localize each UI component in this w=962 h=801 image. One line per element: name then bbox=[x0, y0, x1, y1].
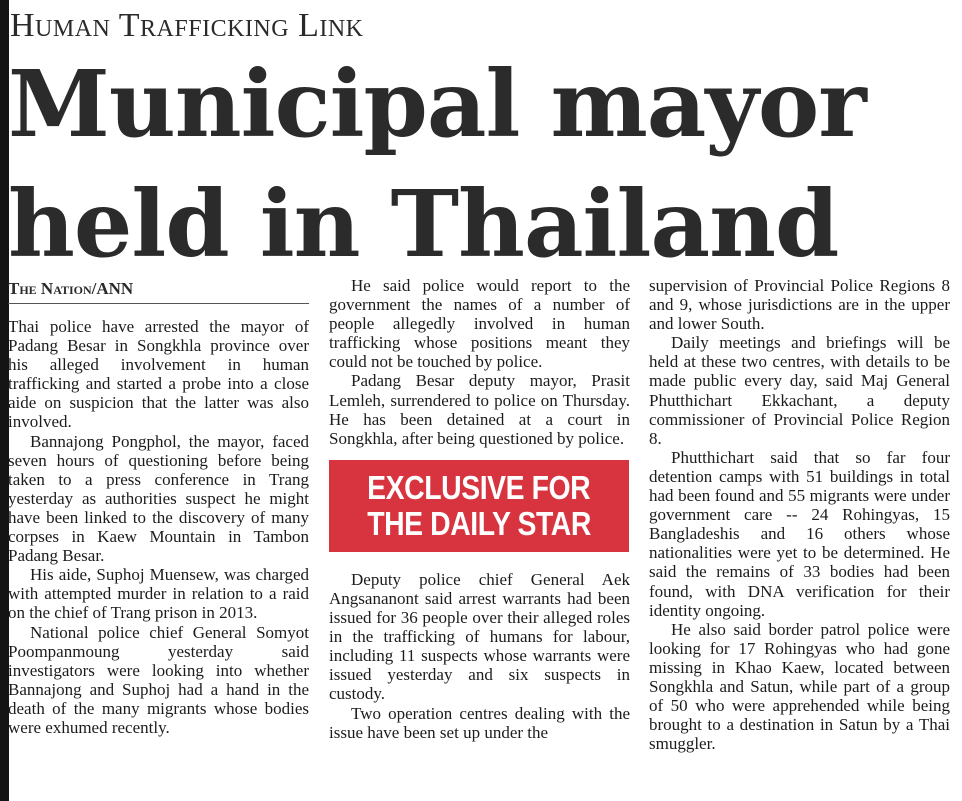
paragraph: Two operation centres dealing with the issue have been set up under the bbox=[329, 703, 630, 742]
paragraph: His aide, Suphoj Muensew, was charged with attempted murder in relation to a raid on the chief of Trang prison in 2013. bbox=[8, 565, 309, 623]
paragraph: Phutthichart said that so far four detention camps with 51 buildings in total had been found and 55 migrants were under government care -- 24 Rohingyas, 15 Bangladeshis and 16 others whose nationalities were yet to be determined. He said the remains of 33 bodies had been found, with DNA verification for their identity ongoing. bbox=[649, 447, 950, 620]
paragraph: Deputy police chief General Aek Angsananont said arrest warrants had been issued for 36 people over their alleged roles in the trafficking of humans for labour, including 11 suspects whose warrants were issued yesterday and six suspects in custody. bbox=[329, 569, 630, 704]
paragraph: Thai police have arrested the mayor of Padang Besar in Songkhla province over his alleged involvement in human trafficking and started a probe into a close aide on suspicion that the latter was also involved. bbox=[8, 317, 309, 432]
headline-line-1: Municipal mayor bbox=[8, 50, 866, 158]
section-kicker: Human Trafficking Link bbox=[10, 7, 364, 44]
paragraph: Bannajong Pongphol, the mayor, faced seven hours of questioning before being taken to a press conference in Trang yesterday as authorities suspect he might have been linked to the discovery of many corpses in Kaew Mountain in Tambon Padang Besar. bbox=[8, 431, 309, 566]
exclusive-promo-banner bbox=[329, 460, 629, 552]
headline bbox=[8, 44, 958, 284]
promo-line-2: THE DAILY STAR bbox=[367, 504, 591, 542]
paragraph: Daily meetings and briefings will be held at these two centres, with details to be made public every day, said Maj General Phutthichart Ekkachant, a deputy commissioner of Provincial Police Region 8. bbox=[649, 333, 950, 448]
article-column-1 bbox=[8, 276, 309, 798]
paragraph: National police chief General Somyot Poompanmoung yesterday said investigators were looking into whether Bannajong and Suphoj had a hand in the death of the many migrants whose bodies were exhumed recently. bbox=[8, 622, 309, 737]
article-column-2 bbox=[329, 276, 630, 798]
paragraph: He said police would report to the government the names of a number of people allegedly involved in human trafficking whose positions meant they could not be touched by police. bbox=[329, 276, 630, 372]
paragraph: Padang Besar deputy mayor, Prasit Lemleh, surrendered to police on Thursday. He has been detained at a court in Songkhla, after being questioned by police. bbox=[329, 371, 630, 448]
headline-line-2: held in Thailand bbox=[8, 170, 839, 278]
byline: The Nation/ANN bbox=[8, 278, 309, 304]
paragraph: supervision of Provincial Police Regions 8 and 9, whose jurisdictions are in the upper and lower South. bbox=[649, 276, 950, 334]
paragraph: He also said border patrol police were looking for 17 Rohingyas who had gone missing in Khao Kaew, located between Songkhla and Satun, while part of a group of 50 who were apprehended while being brought to a destination in Satun by a Thai smuggler. bbox=[649, 619, 950, 754]
promo-line-1: EXCLUSIVE FOR bbox=[367, 468, 591, 506]
article-column-3 bbox=[649, 276, 950, 798]
